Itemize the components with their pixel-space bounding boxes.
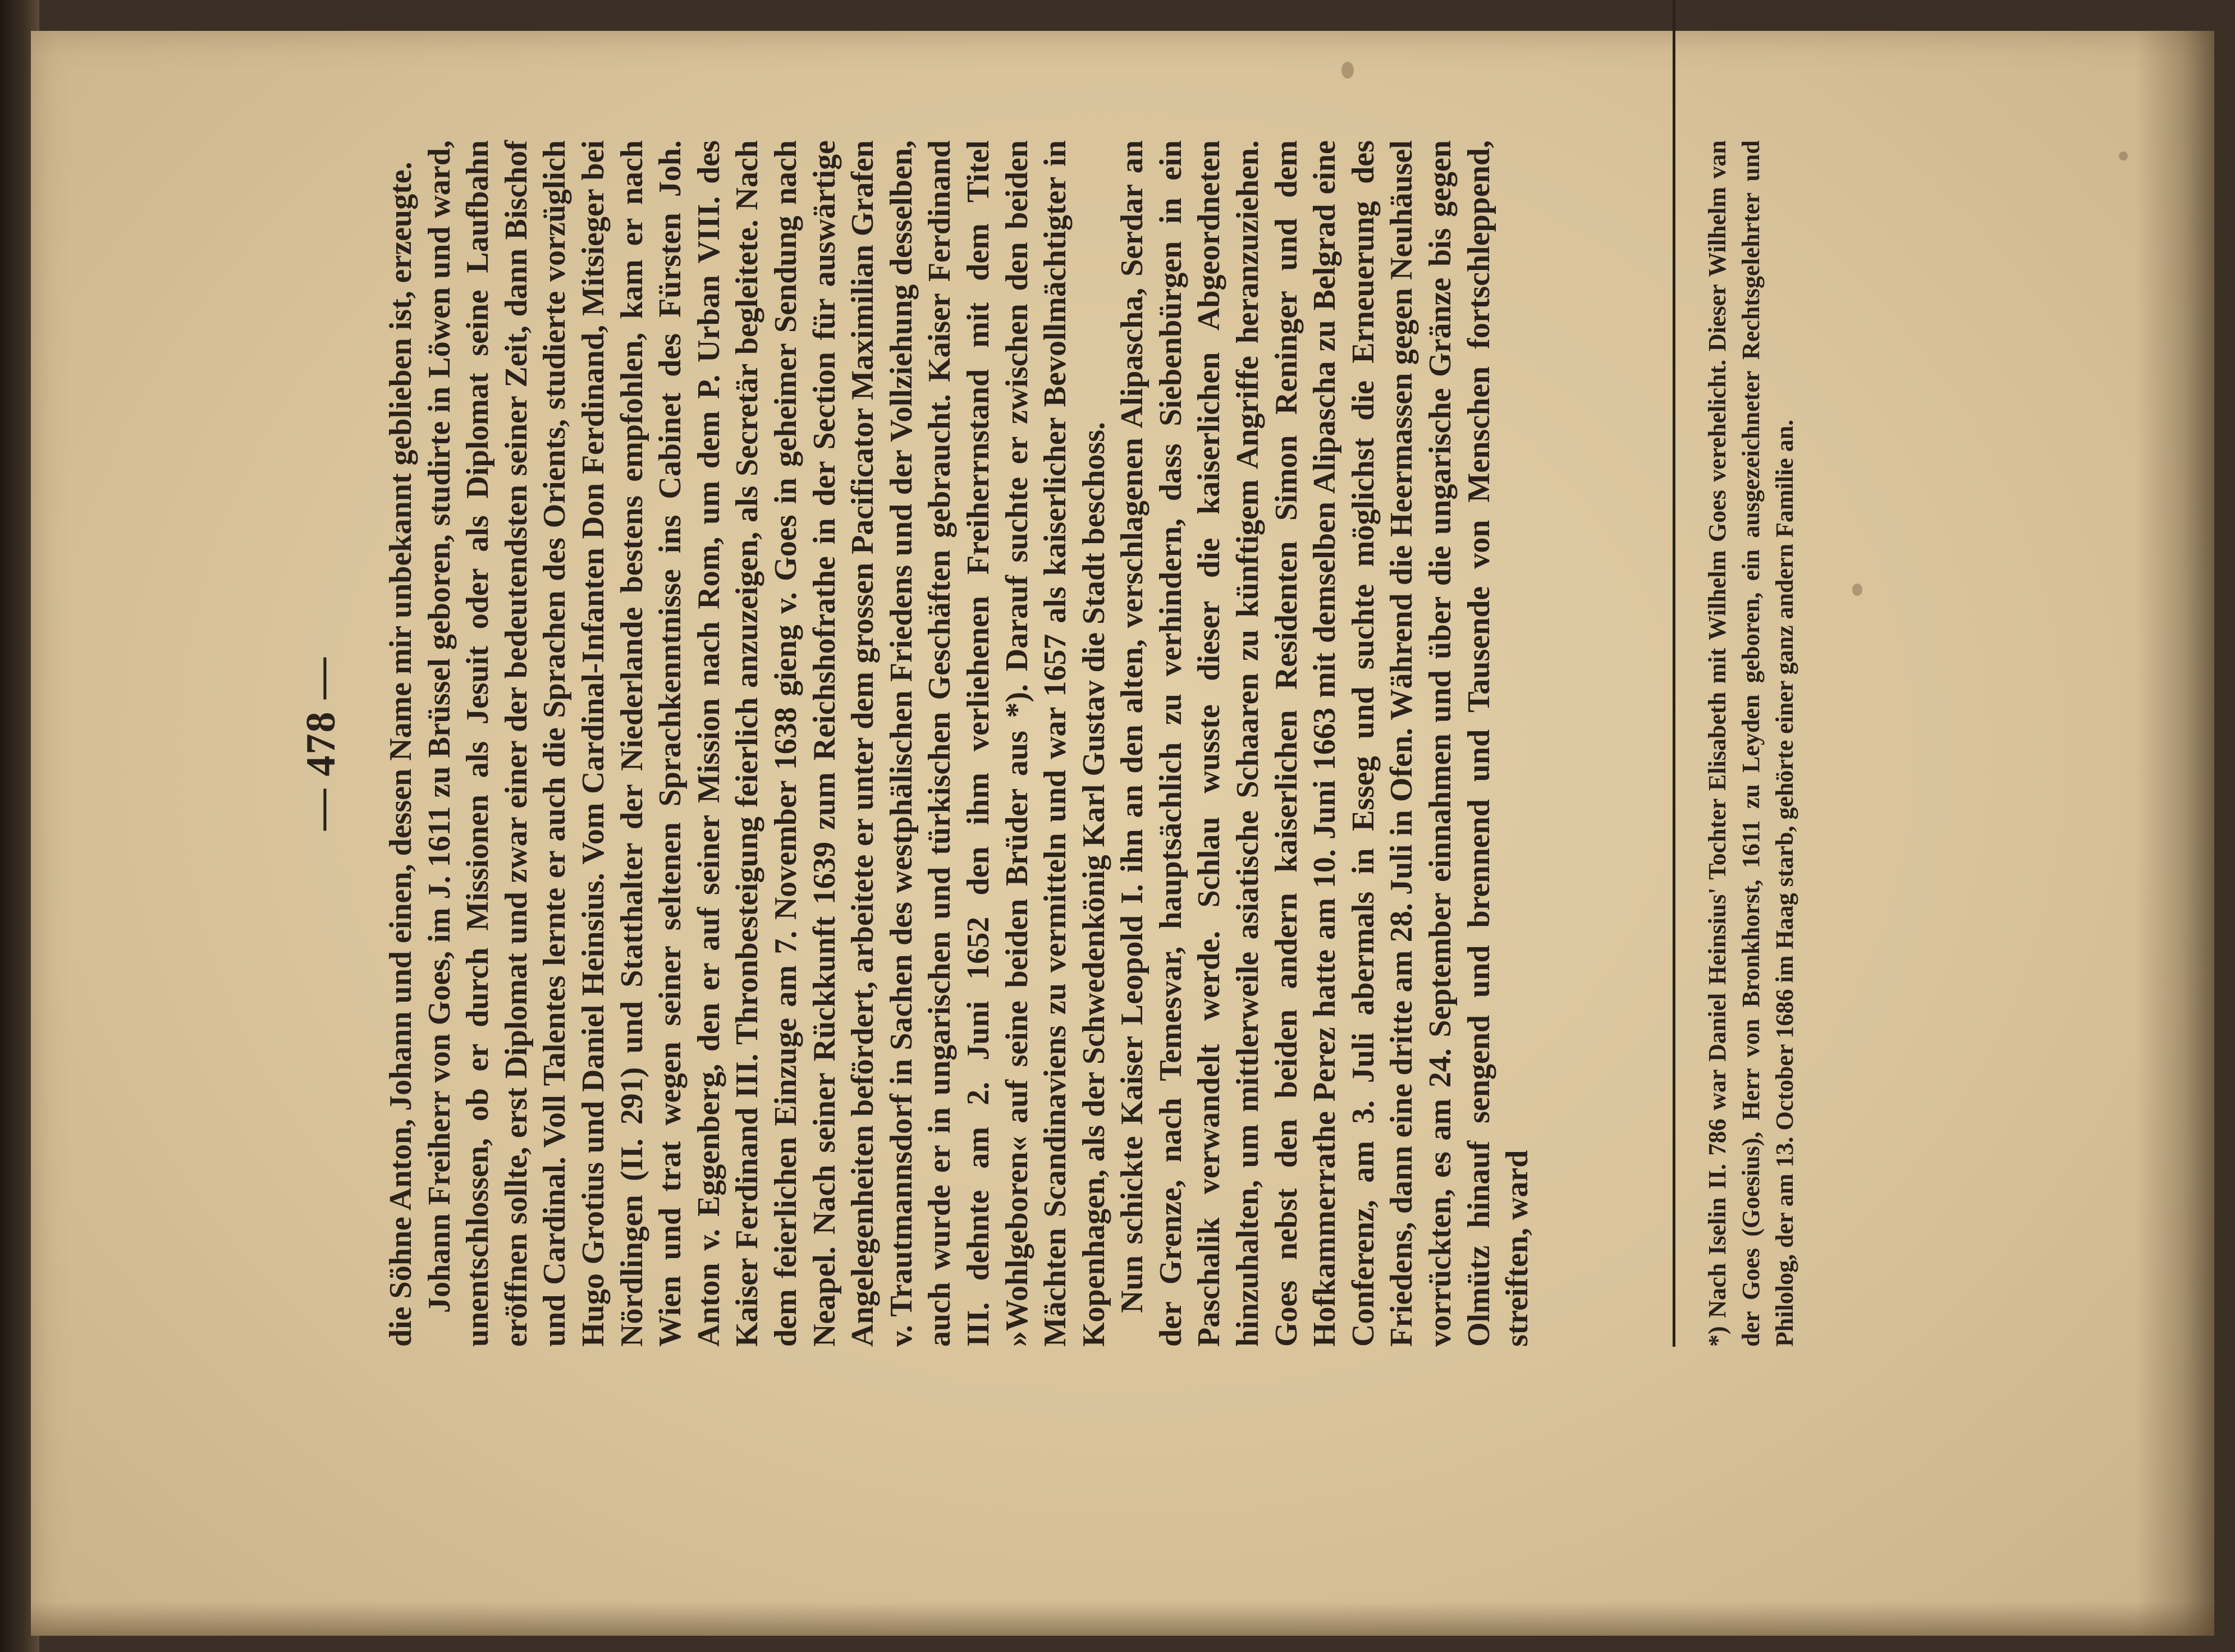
paragraph: die Söhne Anton, Johann und einen, dessen Name mir unbekannt geblieben ist, erzeugte. [383,162,418,1347]
paragraph: Nun schickte Kaiser Leopold I. ihn an den alten, verschlagenen Alipascha, Serdar an der Grenze, nach Temesvar, hauptsächlich zu verhindern, dass Siebenbürgen in ein Paschalik verwandelt werde. Schlau wusste dieser die kaiserlichen Abgeordneten hinzuhalten, um mittlerweile asiatische Schaaren zu künftigem Angriffe heranzuziehen. Goes nebst den beiden andern kaiserlichen Residenten Simon Reninger und dem Hofkammerrathe Perez hatte am 10. Juni 1663 mit demselben Alipascha zu Belgrad eine Conferenz, am 3. Juli abermals in Esseg und suchte möglichst die Erneuerung des Friedens, dann eine dritte am 28. Juli in Ofen. Während die Heermassen gegen Neuhäusel vorrückten, es am 24. September einnahmen und über die ungarische Gränze bis gegen Olmütz hinauf sengend und brennend und Tausende von Menschen fortschleppend, streiften, ward [1115,140,1535,1347]
stain-mark [2119,152,2128,160]
page-number: — 478 — [298,657,344,830]
footnote-rule [1673,0,1675,1347]
footnote [1701,140,1802,1347]
stain-mark [1341,62,1354,79]
page-binding-shadow [2136,31,2214,1636]
footnote-text: *) Nach Iselin II. 786 war Daniel Heinsius' Tochter Elisabeth mit Wilhelm Goes verehelicht. Dieser Wilhelm van der Goes (Goesius), Herr von Bronkhorst, 1611 zu Leyden geboren, ein ausgezeichneter Rechtsgelehrter und Philolog, der am 13. October 1686 im Haag starb, gehörte einer ganz andern Familie an. [1703,140,1798,1347]
rotated-text-block [297,140,1886,1347]
paragraph: Johann Freiherr von Goes, im J. 1611 zu Brüssel geboren, studirte in Löwen und ward, unentschlossen, ob er durch Missionen als Jesuit oder als Diplomat seine Laufbahn eröffnen sollte, erst Diplomat und zwar einer der bedeutendsten seiner Zeit, dann Bischof und Cardinal. Voll Talentes lernte er auch die Sprachen des Orients, studierte vorzüglich Hugo Grotius und Daniel Heinsius. Vom Cardinal-Infanten Don Ferdinand, Mitsieger bei Nördlingen (II. 291) und Statthalter der Niederlande bestens empfohlen, kam er nach Wien und trat wegen seiner seltenen Sprachkenntnisse ins Cabinet des Fürsten Joh. Anton v. Eggenberg, den er auf seiner Mission nach Rom, um dem P. Urban VIII. des Kaiser Ferdinand III. Thronbesteigung feierlich anzuzeigen, als Secretär begleitete. Nach dem feierlichen Einzuge am 7. November 1638 gieng v. Goes in geheimer Sendung nach Neapel. Nach seiner Rückkunft 1639 zum Reichshofrathe in der Section für auswärtige Angelegenheiten befördert, arbeitete er unter dem grossen Pacificator Maximilian Grafen v. Trautmannsdorf in Sachen des westphälischen Friedens und der Vollziehung desselben, auch wurde er in ungarischen und türkischen Geschäften gebraucht. Kaiser Ferdinand III. dehnte am 2. Juni 1652 den ihm verliehenen Freiherrnstand mit dem Titel »Wohlgeboren« auf seine beiden Brüder aus *). Darauf suchte er zwischen den beiden Mächten Scandinaviens zu vermitteln und war 1657 als kaiserlicher Bevollmächtigter in Kopenhagen, als der Schwedenkönig Karl Gustav die Stadt beschoss. [422,140,1111,1347]
body-text [382,140,1537,1347]
page-bottom-edge [31,1602,2214,1636]
